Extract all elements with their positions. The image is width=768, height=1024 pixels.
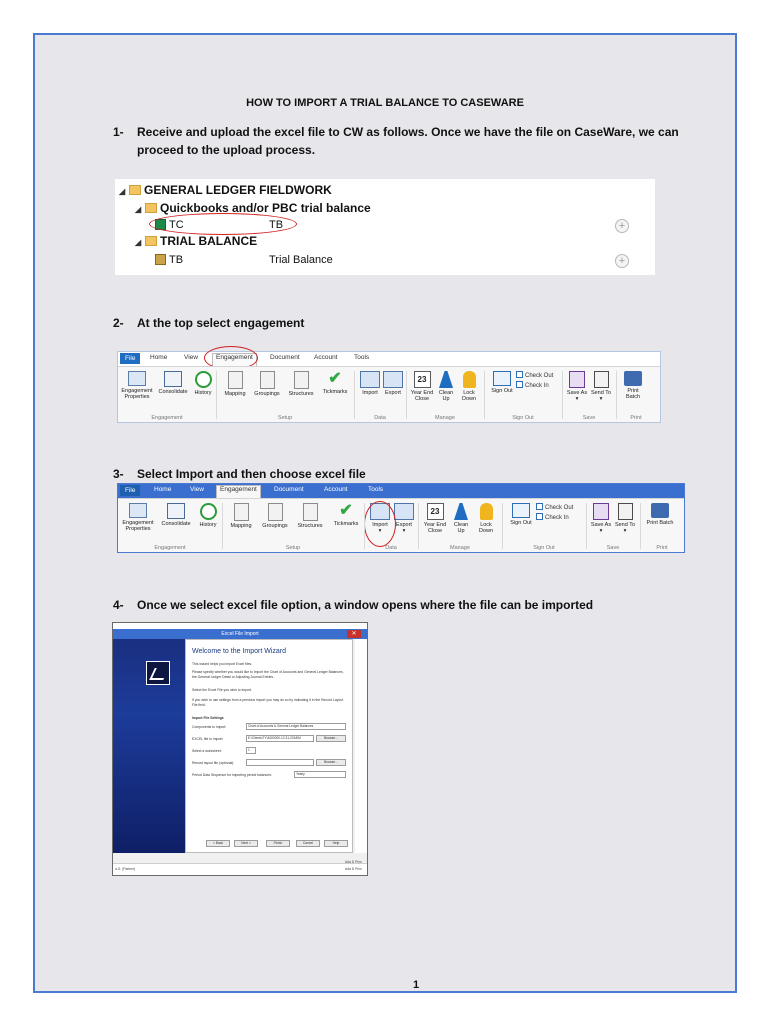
field-label: Select a worksheet: xyxy=(192,749,222,753)
button-label: Mapping xyxy=(230,523,252,529)
save-as-button[interactable] xyxy=(590,503,612,534)
check-in-icon xyxy=(536,513,543,520)
group-label-sign-out: Sign Out xyxy=(512,415,534,421)
button-label: Clean Up xyxy=(438,390,454,402)
step-text: Select Import and then choose excel file xyxy=(137,467,366,481)
wizard-paragraph: Select the Excel File you wish to import. xyxy=(192,688,252,692)
group-label-engagement: Engagement xyxy=(154,545,186,551)
button-label: Consolidate xyxy=(158,389,188,395)
ribbon-screenshot-1 xyxy=(117,351,661,423)
background-app-panel xyxy=(355,639,367,853)
expand-icon: ◢ xyxy=(135,205,142,214)
red-annotation-circle xyxy=(149,213,297,235)
history-icon xyxy=(195,371,212,388)
structures-button[interactable] xyxy=(284,371,318,397)
printer-icon xyxy=(651,503,669,518)
engagement-properties-icon xyxy=(129,503,147,518)
tab-account[interactable]: Account xyxy=(314,354,338,361)
caseware-tree-screenshot xyxy=(115,179,655,275)
check-in-button[interactable] xyxy=(516,381,549,389)
groupings-button[interactable] xyxy=(258,503,292,529)
wizard-heading: Welcome to the Import Wizard xyxy=(192,648,287,655)
browse-button[interactable]: Browse... xyxy=(316,735,346,742)
field-label: Record layout file (optional): xyxy=(192,761,235,765)
button-label: Engagement Properties xyxy=(122,520,154,532)
group-label-print: Print xyxy=(630,415,642,421)
step-text: Once we select excel file option, a window opens where the file can be imported xyxy=(137,598,594,612)
expand-icon: ◢ xyxy=(135,238,142,247)
step-1 xyxy=(113,123,713,163)
tree-item-tb[interactable] xyxy=(155,252,183,268)
structures-icon xyxy=(303,503,318,521)
expand-icon: ◢ xyxy=(119,187,126,196)
button-label: Lock Down xyxy=(461,390,477,402)
button-label: Groupings xyxy=(254,391,280,397)
broom-icon xyxy=(439,371,453,388)
mapping-button[interactable] xyxy=(220,371,250,397)
tab-home[interactable]: Home xyxy=(150,354,168,361)
step-number: 4- xyxy=(113,598,124,612)
tree-root-label: GENERAL LEDGER FIELDWORK xyxy=(144,183,332,197)
group-divider xyxy=(418,503,419,549)
print-batch-button[interactable] xyxy=(646,503,674,526)
button-label: Import xyxy=(362,390,378,396)
dropdown-arrow-icon[interactable]: ▾ xyxy=(378,528,382,534)
broom-icon xyxy=(454,503,468,520)
check-out-button[interactable] xyxy=(516,371,553,379)
export-icon xyxy=(394,503,414,520)
button-label: Sign Out xyxy=(491,388,513,394)
sign-out-button[interactable] xyxy=(508,503,534,526)
save-as-button[interactable] xyxy=(566,371,588,402)
check-out-button[interactable] xyxy=(536,503,573,511)
cancel-button[interactable]: Cancel xyxy=(296,840,320,847)
send-icon xyxy=(594,371,609,388)
consolidate-icon xyxy=(167,503,185,519)
excel-import-wizard-screenshot xyxy=(112,622,368,876)
back-button[interactable]: < Back xyxy=(206,840,230,847)
tab-view[interactable]: View xyxy=(184,354,198,361)
group-divider xyxy=(406,371,407,419)
status-left: a.G. (Partner) xyxy=(115,867,136,871)
caseware-logo-icon xyxy=(146,661,170,685)
tab-engagement[interactable]: Engagement xyxy=(212,353,257,366)
clean-up-button[interactable] xyxy=(450,503,472,534)
print-batch-button[interactable] xyxy=(620,371,646,400)
tab-document[interactable]: Document xyxy=(274,486,304,493)
tree-item-code: TC xyxy=(169,219,184,231)
group-divider xyxy=(216,371,217,419)
red-annotation-circle xyxy=(364,501,396,547)
button-label: Lock Down xyxy=(478,522,494,534)
tab-tools[interactable]: Tools xyxy=(368,486,384,493)
tree-folder-label: Quickbooks and/or PBC trial balance xyxy=(160,201,371,215)
trial-balance-icon xyxy=(155,254,166,265)
group-divider xyxy=(364,503,365,549)
field-label: Period Data Sequence for importing period balances: xyxy=(192,773,272,777)
send-to-button[interactable] xyxy=(614,503,636,534)
step-3 xyxy=(113,465,713,485)
group-divider xyxy=(502,503,503,549)
save-icon xyxy=(569,371,585,388)
ribbon-body xyxy=(118,366,660,422)
tab-document[interactable]: Document xyxy=(270,354,300,361)
mapping-icon xyxy=(228,371,243,389)
history-button[interactable] xyxy=(194,503,222,528)
folder-icon xyxy=(129,185,141,195)
button-label: Structures xyxy=(297,523,323,529)
step-4 xyxy=(113,596,713,616)
tab-view[interactable]: View xyxy=(190,486,204,493)
wizard-paragraph: If you wish to use settings from a previous import you may do so by indicating it in the Record Layout File field. xyxy=(192,698,344,707)
wizard-intro: This wizard helps you import Excel files. xyxy=(192,662,253,666)
tab-file[interactable]: File xyxy=(120,485,140,496)
components-select[interactable]: Chart of Accounts & General Ledger Balances xyxy=(246,723,346,730)
consolidate-button[interactable] xyxy=(158,503,194,527)
button-label: Year End Close xyxy=(410,390,434,402)
close-button[interactable]: ✕ xyxy=(347,630,361,638)
sign-out-icon xyxy=(493,371,511,386)
status-right: Ada D Pinn xyxy=(345,860,362,864)
sign-out-icon xyxy=(512,503,530,518)
step-text: Receive and upload the excel file to CW as follows. Once we have the file on CaseWare, we can proceed to the upload process. xyxy=(137,125,679,157)
consolidate-button[interactable] xyxy=(156,371,190,395)
clean-up-button[interactable] xyxy=(436,371,456,402)
step-number: 2- xyxy=(113,316,124,330)
group-divider xyxy=(484,371,485,419)
document-title: HOW TO IMPORT A TRIAL BALANCE TO CASEWARE xyxy=(246,97,524,109)
button-label: Send To ▾ xyxy=(590,390,612,402)
button-label: Export xyxy=(385,390,401,396)
button-label: Check In xyxy=(545,515,569,521)
tab-file[interactable]: File xyxy=(120,353,140,364)
settings-label: Import File Settings xyxy=(192,716,224,720)
group-label-setup: Setup xyxy=(285,545,301,551)
button-label: Save As ▾ xyxy=(590,522,612,534)
save-icon xyxy=(593,503,609,520)
structures-button[interactable] xyxy=(292,503,328,529)
button-label: Save As ▾ xyxy=(566,390,588,402)
status-right: Ada D Pinn xyxy=(345,867,362,871)
group-label-manage: Manage xyxy=(435,415,455,421)
button-label: Print Batch xyxy=(625,388,641,400)
wizard-sidebar-banner xyxy=(113,639,185,853)
button-label: Clean Up xyxy=(453,522,469,534)
button-label: Year End Close xyxy=(423,522,447,534)
group-label-print: Print xyxy=(656,545,668,551)
button-label: History xyxy=(194,390,212,396)
page-number: 1 xyxy=(413,979,420,991)
history-icon xyxy=(200,503,217,520)
add-icon[interactable]: + xyxy=(615,219,629,233)
group-label-sign-out: Sign Out xyxy=(533,545,555,551)
button-label: Import xyxy=(372,522,388,528)
wizard-content xyxy=(185,639,353,853)
group-label-data: Data xyxy=(374,415,386,421)
ribbon-tabs xyxy=(118,352,660,366)
import-button[interactable] xyxy=(358,371,382,396)
button-label: Engagement Properties xyxy=(121,388,153,400)
step-number: 1- xyxy=(113,125,124,139)
tickmarks-button[interactable] xyxy=(328,503,364,527)
group-divider xyxy=(222,503,223,549)
group-label-manage: Manage xyxy=(450,545,470,551)
group-label-engagement: Engagement xyxy=(151,415,183,421)
tickmark-check-icon: ✔ xyxy=(339,502,353,519)
group-divider xyxy=(640,503,641,549)
import-icon xyxy=(360,371,380,388)
button-label: Check Out xyxy=(545,505,574,511)
ribbon-tabs xyxy=(118,484,684,498)
button-label: Mapping xyxy=(224,391,246,397)
button-label: Check In xyxy=(525,383,549,389)
mapping-icon xyxy=(234,503,249,521)
wizard-paragraph: Please specify whether you would like to import the Chart of Accounts and General Ledger Balances, the General Ledger Detail or Adjusting Journal Entries. xyxy=(192,670,344,679)
tab-tools[interactable]: Tools xyxy=(354,354,370,361)
button-label: Tickmarks xyxy=(322,389,348,395)
structures-icon xyxy=(294,371,309,389)
step-number: 3- xyxy=(113,467,124,481)
check-in-button[interactable] xyxy=(536,513,569,521)
check-in-icon xyxy=(516,381,523,388)
group-label-save: Save xyxy=(606,545,620,551)
groupings-button[interactable] xyxy=(250,371,284,397)
export-button[interactable] xyxy=(382,371,404,396)
lock-icon xyxy=(480,503,493,520)
lock-down-button[interactable] xyxy=(458,371,480,402)
ribbon-body xyxy=(118,498,684,552)
mapping-button[interactable] xyxy=(226,503,256,529)
field-label: Components to import: xyxy=(192,725,227,729)
tree-folder-label: TRIAL BALANCE xyxy=(160,234,258,248)
tab-engagement[interactable]: Engagement xyxy=(216,485,261,498)
button-label: Print Batch xyxy=(646,520,674,526)
button-label: History xyxy=(199,522,217,528)
tree-item-tc-name: TB xyxy=(269,219,284,231)
groupings-icon xyxy=(260,371,275,389)
button-label: Tickmarks xyxy=(333,521,359,527)
check-out-icon xyxy=(516,371,523,378)
record-layout-input[interactable] xyxy=(246,759,314,766)
folder-icon xyxy=(145,236,157,246)
folder-icon xyxy=(145,203,157,213)
tree-item-tb-name: Trial Balance xyxy=(269,254,333,266)
button-label: Consolidate xyxy=(161,521,191,527)
field-label: EXCEL file to import: xyxy=(192,737,224,741)
next-button[interactable]: Next > xyxy=(234,840,258,847)
button-label: Structures xyxy=(288,391,314,397)
browse-button[interactable]: Browse... xyxy=(316,759,346,766)
group-label-save: Save xyxy=(582,415,596,421)
engagement-properties-icon xyxy=(128,371,146,386)
excel-file-input[interactable]: E:\Clients\TY\4000000-12-31-2018\M xyxy=(246,735,314,742)
export-icon xyxy=(383,371,403,388)
worksheet-input[interactable]: 1 xyxy=(246,747,256,754)
year-end-close-button[interactable] xyxy=(410,371,434,402)
group-divider xyxy=(586,503,587,549)
calendar-icon: 23 xyxy=(427,503,444,520)
button-label: Sign Out xyxy=(510,520,532,526)
engagement-properties-button[interactable] xyxy=(118,503,158,532)
lock-icon xyxy=(463,371,476,388)
button-label: Groupings xyxy=(262,523,288,529)
help-button[interactable]: Help xyxy=(324,840,348,847)
tickmarks-button[interactable] xyxy=(318,371,352,395)
calendar-icon: 23 xyxy=(414,371,431,388)
engagement-properties-button[interactable] xyxy=(118,371,156,400)
button-label: Send To ▾ xyxy=(614,522,636,534)
add-icon[interactable]: + xyxy=(615,254,629,268)
finish-button[interactable]: Finish xyxy=(266,840,290,847)
tab-home[interactable]: Home xyxy=(154,486,172,493)
tree-folder-trial-balance[interactable] xyxy=(135,233,257,249)
printer-icon xyxy=(624,371,642,386)
year-end-close-button[interactable] xyxy=(422,503,448,534)
button-label: Check Out xyxy=(525,373,554,379)
groupings-icon xyxy=(268,503,283,521)
step-text: At the top select engagement xyxy=(137,316,305,330)
step-2 xyxy=(113,314,713,334)
status-bar xyxy=(113,860,367,875)
send-icon xyxy=(618,503,633,520)
dropdown-arrow-icon[interactable]: ▾ xyxy=(402,528,406,534)
check-out-icon xyxy=(536,503,543,510)
send-to-button[interactable] xyxy=(590,371,612,402)
group-divider xyxy=(562,371,563,419)
wizard-title-bar: Excel File Import xyxy=(113,629,367,639)
tab-account[interactable]: Account xyxy=(324,486,348,493)
consolidate-icon xyxy=(164,371,182,387)
group-label-data: Data xyxy=(385,545,397,551)
group-divider xyxy=(616,371,617,419)
ribbon-screenshot-2 xyxy=(117,483,685,553)
tree-item-code: TB xyxy=(169,254,184,266)
sign-out-button[interactable] xyxy=(490,371,514,394)
tree-root[interactable] xyxy=(119,182,332,198)
group-divider xyxy=(354,371,355,419)
period-sequence-select[interactable]: Yearly xyxy=(294,771,346,778)
group-label-setup: Setup xyxy=(277,415,293,421)
button-label: Export xyxy=(396,522,412,528)
tickmark-check-icon: ✔ xyxy=(328,370,342,387)
history-button[interactable] xyxy=(190,371,216,396)
lock-down-button[interactable] xyxy=(474,503,498,534)
